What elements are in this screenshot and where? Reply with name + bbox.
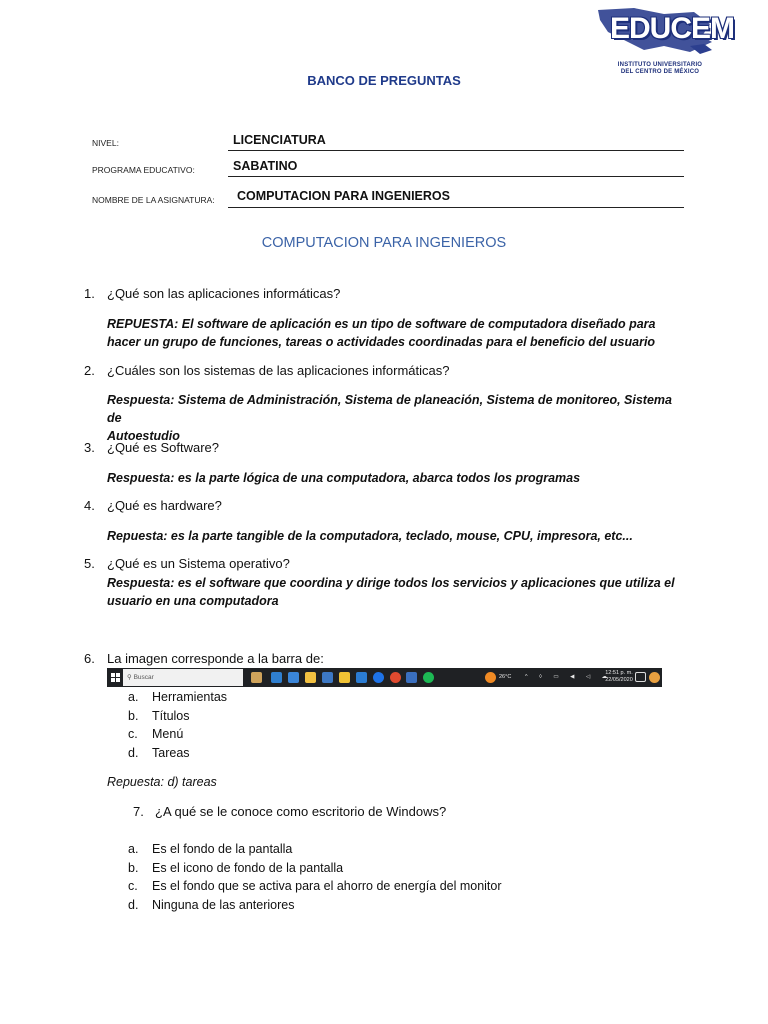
- option-7d: [128, 898, 294, 912]
- option-text: Títulos: [152, 709, 190, 723]
- answer-line: usuario en una computadora: [107, 594, 279, 608]
- option-text: Menú: [152, 727, 184, 741]
- option-letter: a.: [128, 842, 139, 856]
- answer-6: Repuesta: d) tareas: [107, 775, 217, 789]
- option-text: Es el fondo que se activa para el ahorro de energía del monitor: [152, 879, 502, 893]
- windows-start-icon: [111, 673, 121, 683]
- question-number: 4.: [84, 498, 95, 513]
- taskbar-date: 22/05/2020: [605, 677, 633, 683]
- question-text: ¿A qué se le conoce como escritorio de Windows?: [155, 804, 447, 819]
- taskbar-screenshot: [107, 668, 662, 687]
- edge-browser-icon: [288, 672, 299, 683]
- question-text: ¿Qué es hardware?: [107, 498, 222, 513]
- document-title: BANCO DE PREGUNTAS: [307, 73, 461, 88]
- file-explorer-icon: [305, 672, 316, 683]
- answer-2: [107, 391, 687, 445]
- task-view-icon: [251, 672, 262, 683]
- weather-temperature: 26°C: [499, 674, 512, 680]
- asignatura-value: COMPUTACION PARA INGENIEROS: [237, 189, 450, 203]
- word-icon: [406, 672, 417, 683]
- question-7: [133, 804, 446, 819]
- question-text: ¿Qué es un Sistema operativo?: [107, 556, 290, 571]
- store-icon: [356, 672, 367, 683]
- question-text: ¿Qué es Software?: [107, 440, 219, 455]
- logo-subtitle-line2: DEL CENTRO DE MÉXICO: [620, 69, 700, 75]
- option-text: Herramientas: [152, 690, 228, 704]
- answer-line: Respuesta: es el software que coordina y dirige todos los servicios y aplicaciones que utiliza el: [107, 576, 675, 590]
- option-letter: c.: [128, 879, 138, 893]
- question-number: 2.: [84, 363, 95, 378]
- spotify-icon: [423, 672, 434, 683]
- question-text: La imagen corresponde a la barra de:: [107, 651, 324, 666]
- option-text: Es el icono de fondo de la pantalla: [152, 861, 344, 875]
- programa-value: SABATINO: [233, 159, 298, 173]
- option-6b: [128, 709, 190, 723]
- search-placeholder: Buscar: [133, 674, 154, 681]
- option-letter: d.: [128, 898, 139, 912]
- taskbar-clock: [599, 670, 639, 684]
- answer-3: [107, 469, 687, 487]
- tray-app-icon: [649, 672, 660, 683]
- option-letter: b.: [128, 861, 139, 875]
- question-number: 1.: [84, 286, 95, 301]
- system-tray-icons: ^ ◊ ▭ ◀ ◁ ☁: [525, 674, 613, 680]
- answer-4: [107, 527, 687, 545]
- question-number: 5.: [84, 556, 95, 571]
- question-text: ¿Cuáles son los sistemas de las aplicaciones informáticas?: [107, 363, 450, 378]
- option-7a: [128, 842, 292, 856]
- question-text: ¿Qué son las aplicaciones informáticas?: [107, 286, 341, 301]
- answer-5: [107, 574, 687, 610]
- option-6d: [128, 746, 190, 760]
- nivel-value: LICENCIATURA: [233, 133, 326, 147]
- question-3: [84, 440, 219, 455]
- programa-underline: [228, 176, 684, 177]
- taskbar-search-box: [123, 669, 243, 686]
- mail-icon: [322, 672, 333, 683]
- educem-logo: [594, 6, 735, 76]
- option-letter: b.: [128, 709, 139, 723]
- logo-subtitle-line1: INSTITUTO UNIVERSITARIO: [617, 62, 703, 68]
- answer-line: Respuesta: es la parte lógica de una computadora, abarca todos los programas: [107, 471, 581, 485]
- subject-heading: COMPUTACION PARA INGENIEROS: [261, 235, 507, 251]
- answer-1: [107, 315, 687, 351]
- option-text: Ninguna de las anteriores: [152, 898, 295, 912]
- edge-icon: [271, 672, 282, 683]
- question-number: 3.: [84, 440, 95, 455]
- option-7b: [128, 861, 343, 875]
- programa-label: PROGRAMA EDUCATIVO:: [92, 165, 195, 175]
- question-1: [84, 286, 340, 301]
- folder-icon: [339, 672, 350, 683]
- question-5: [84, 556, 290, 571]
- answer-line: REPUESTA: El software de aplicación es un tipo de software de computadora diseñado para: [107, 317, 656, 331]
- question-number: 7.: [133, 804, 144, 819]
- option-6a: [128, 690, 227, 704]
- browser-icon: [373, 672, 384, 683]
- answer-line: Autoestudio: [107, 429, 180, 443]
- notification-icon: [635, 672, 646, 682]
- answer-line: Respuesta: Sistema de Administración, Sistema de planeación, Sistema de monitoreo, Sistema de: [107, 393, 672, 425]
- option-text: Tareas: [152, 746, 190, 760]
- option-7c: [128, 879, 502, 893]
- asignatura-underline: [228, 207, 684, 208]
- question-2: [84, 363, 450, 378]
- question-number: 6.: [84, 651, 95, 666]
- weather-icon: [485, 672, 496, 683]
- answer-line: hacer un grupo de funciones, tareas o actividades coordinadas para el beneficio del usuario: [107, 335, 656, 349]
- search-icon: ⚲: [127, 674, 132, 681]
- answer-line: Repuesta: es la parte tangible de la computadora, teclado, mouse, CPU, impresora, etc...: [107, 529, 633, 543]
- question-4: [84, 498, 222, 513]
- option-letter: c.: [128, 727, 138, 741]
- asignatura-label: NOMBRE DE LA ASIGNATURA:: [92, 195, 215, 205]
- question-6: [84, 651, 324, 666]
- taskbar-time: 12:51 p. m.: [605, 670, 633, 676]
- chrome-icon: [390, 672, 401, 683]
- option-text: Es el fondo de la pantalla: [152, 842, 293, 856]
- logo-wordmark: EDUCEM: [610, 12, 735, 45]
- nivel-label: NIVEL:: [92, 138, 119, 148]
- option-letter: d.: [128, 746, 139, 760]
- option-letter: a.: [128, 690, 139, 704]
- nivel-underline: [228, 150, 684, 151]
- option-6c: [128, 727, 183, 741]
